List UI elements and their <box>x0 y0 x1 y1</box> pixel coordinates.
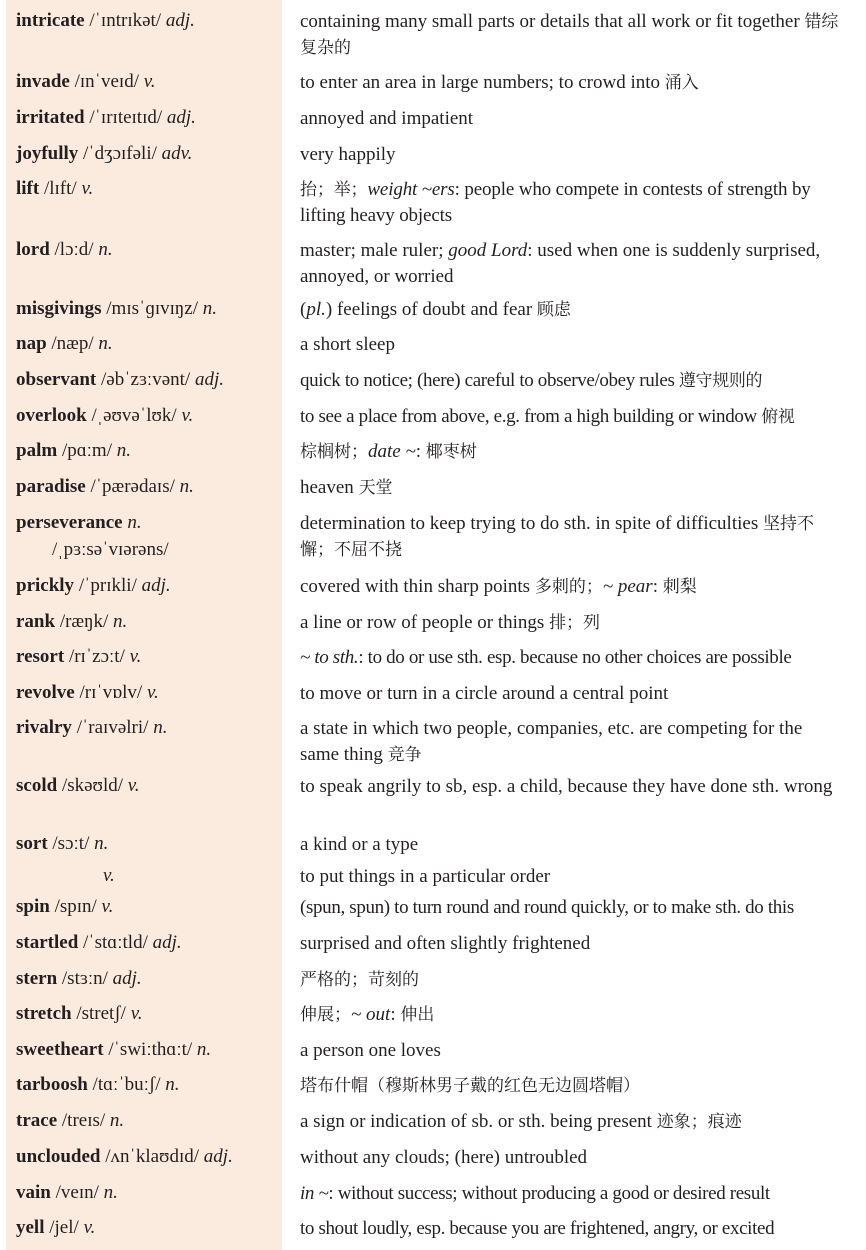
definition: (pl.) feelings of doubt and fear 顾虑 <box>300 299 571 320</box>
part-of-speech: n. <box>153 717 168 738</box>
headword: startled <box>16 932 79 953</box>
pronunciation: /ˌəʊvəˈlʊk/ <box>91 405 177 426</box>
entry-term <box>16 439 278 463</box>
definition: covered with thin sharp points 多刺的；~ pear: 刺梨 <box>300 576 697 597</box>
headword: invade <box>16 71 70 92</box>
pronunciation: /ˈɪntrɪkət/ <box>89 10 162 31</box>
headword: sweetheart <box>16 1039 104 1060</box>
part-of-speech: v. <box>127 775 140 796</box>
pronunciation: /pɑːm/ <box>61 440 112 461</box>
definition: a kind or a type <box>300 834 419 855</box>
pronunciation: /sɔːt/ <box>52 833 90 854</box>
pronunciation: /ˈpærədaɪs/ <box>90 476 175 497</box>
part-of-speech: n. <box>103 1182 118 1203</box>
pronunciation: /ˈɪrɪteɪtɪd/ <box>89 107 163 128</box>
headword: rank <box>16 611 56 632</box>
entry-term <box>16 404 278 428</box>
definition: very happily <box>300 144 396 165</box>
part-of-speech: n. <box>94 833 109 854</box>
part-of-speech: n. <box>202 298 218 319</box>
entry-term <box>16 1109 278 1133</box>
entry-term <box>16 895 278 919</box>
definition: to enter an area in large numbers; to crowd into 涌入 <box>300 72 699 93</box>
definition: a sign or indication of sb. or sth. being present 迹象；痕迹 <box>300 1111 742 1132</box>
pronunciation: /jel/ <box>49 1217 79 1238</box>
pronunciation: /əbˈzɜːvənt/ <box>100 369 191 390</box>
definition: quick to notice; (here) careful to observe/obey rules 遵守规则的 <box>300 370 763 391</box>
part-of-speech: v. <box>130 1003 143 1024</box>
definition: a line or row of people or things 排；列 <box>300 612 601 633</box>
headword: prickly <box>16 575 75 596</box>
entry-term <box>16 864 278 888</box>
definition: heaven 天堂 <box>300 477 393 498</box>
part-of-speech: n. <box>127 512 142 533</box>
definition: determination to keep trying to do sth. in spite of difficulties 坚持不懈；不屈不挠 <box>300 513 814 560</box>
part-of-speech: v. <box>146 682 159 703</box>
entry-term <box>16 832 278 856</box>
definition: a person one loves <box>300 1040 441 1061</box>
headword: trace <box>16 1110 58 1131</box>
pronunciation: /ʌnˈklaʊdɪd/ <box>105 1146 200 1167</box>
entry-term <box>16 967 278 991</box>
headword: joyfully <box>16 143 79 164</box>
pronunciation: /næp/ <box>51 333 94 354</box>
pronunciation: /spɪn/ <box>54 896 97 917</box>
headword: stern <box>16 968 58 989</box>
definition: in ~: without success; without producing a good or desired result <box>300 1183 770 1204</box>
entry-term <box>16 475 278 499</box>
entry-term <box>16 142 278 166</box>
part-of-speech: v. <box>143 71 156 92</box>
part-of-speech: adj. <box>166 107 196 128</box>
headword: vain <box>16 1182 51 1203</box>
part-of-speech: n. <box>179 476 194 497</box>
part-of-speech: n. <box>98 239 113 260</box>
entry-term <box>16 1002 278 1026</box>
pronunciation: /tɑːˈbuːʃ/ <box>92 1074 161 1095</box>
definition: a short sleep <box>300 334 395 355</box>
pronunciation: /ræŋk/ <box>59 611 109 632</box>
part-of-speech: adj. <box>112 968 142 989</box>
definition: to see a place from above, e.g. from a high building or window 俯视 <box>300 406 795 427</box>
definition: a state in which two people, companies, etc. are competing for the same thing 竞争 <box>300 718 803 765</box>
part-of-speech: adj. <box>203 1146 233 1167</box>
entry-term <box>16 610 278 634</box>
entry-term <box>16 774 278 798</box>
part-of-speech: adj. <box>194 369 224 390</box>
entry-term <box>16 645 278 669</box>
pronunciation: /ɪnˈveɪd/ <box>74 71 139 92</box>
pronunciation: /ˌpɜːsəˈvɪərəns/ <box>52 539 169 560</box>
definition: (spun, spun) to turn round and round quickly, or to make sth. do this <box>300 897 794 918</box>
definition: 抬；举；weight ~ers: people who compete in contests of strength by lifting heavy objects <box>300 179 811 226</box>
pronunciation: /mɪsˈɡɪvɪŋz/ <box>106 298 199 319</box>
part-of-speech: n. <box>98 333 113 354</box>
pronunciation: /ˈprɪkli/ <box>78 575 137 596</box>
headword: observant <box>16 369 97 390</box>
headword: palm <box>16 440 58 461</box>
part-of-speech: v. <box>129 646 142 667</box>
pronunciation: /ˈraɪvəlri/ <box>76 717 149 738</box>
definition: to speak angrily to sb, esp. a child, because they have done sth. wrong <box>300 776 833 797</box>
entry-term <box>16 332 278 356</box>
entry-term <box>16 681 278 705</box>
definition: containing many small parts or details that all work or fit together 错综复杂的 <box>300 11 839 58</box>
part-of-speech: n. <box>113 611 128 632</box>
pronunciation: /rɪˈvɒlv/ <box>79 682 143 703</box>
pronunciation: /ˈstɑːtld/ <box>83 932 148 953</box>
entry-term <box>16 177 278 201</box>
headword: unclouded <box>16 1146 101 1167</box>
pronunciation: /lɔːd/ <box>54 239 94 260</box>
headword: rivalry <box>16 717 72 738</box>
part-of-speech: v. <box>101 896 114 917</box>
pronunciation: /veɪn/ <box>55 1182 99 1203</box>
definition: to move or turn in a circle around a central point <box>300 683 669 704</box>
headword: sort <box>16 833 48 854</box>
part-of-speech: adj. <box>141 575 171 596</box>
headword: misgivings <box>16 298 102 319</box>
definition: annoyed and impatient <box>300 108 474 129</box>
headword: lift <box>16 178 40 199</box>
headword: revolve <box>16 682 75 703</box>
pronunciation: /treɪs/ <box>61 1110 106 1131</box>
part-of-speech: v. <box>83 1217 96 1238</box>
pronunciation: /rɪˈzɔːt/ <box>68 646 125 667</box>
entry-term <box>16 1145 278 1169</box>
pronunciation: /stɜːn/ <box>61 968 108 989</box>
definition: surprised and often slightly frightened <box>300 933 591 954</box>
headword: scold <box>16 775 58 796</box>
part-of-speech: v. <box>181 405 194 426</box>
part-of-speech: n. <box>196 1039 212 1060</box>
pronunciation: /lɪft/ <box>43 178 77 199</box>
headword: overlook <box>16 405 87 426</box>
headword: stretch <box>16 1003 72 1024</box>
entry-term <box>16 574 278 598</box>
definition: to shout loudly, esp. because you are frightened, angry, or excited <box>300 1218 775 1239</box>
headword: lord <box>16 239 50 260</box>
headword: irritated <box>16 107 85 128</box>
part-of-speech: n. <box>165 1074 180 1095</box>
headword: resort <box>16 646 65 667</box>
pronunciation: /ˈswiːthɑːt/ <box>108 1039 193 1060</box>
definition: 伸展；~ out: 伸出 <box>300 1004 435 1025</box>
definition: to put things in a particular order <box>300 866 551 887</box>
entry-term <box>16 297 278 321</box>
part-of-speech: n. <box>116 440 131 461</box>
headword: perseverance <box>16 512 123 533</box>
headword: yell <box>16 1217 45 1238</box>
pronunciation: /skəʊld/ <box>61 775 124 796</box>
part-of-speech: adj. <box>165 10 195 31</box>
part-of-speech: adj. <box>152 932 182 953</box>
pronunciation: /ˈdʒɔɪfəli/ <box>83 143 157 164</box>
entry-term <box>16 716 278 740</box>
entry-term <box>16 1216 278 1240</box>
entry-term <box>16 1181 278 1205</box>
part-of-speech: v. <box>81 178 94 199</box>
headword: spin <box>16 896 50 917</box>
entry-term <box>16 70 278 94</box>
definition: 棕榈树；date ~: 椰枣树 <box>300 441 477 462</box>
headword: tarboosh <box>16 1074 88 1095</box>
entry-term <box>16 238 278 262</box>
part-of-speech: v. <box>103 865 115 886</box>
part-of-speech: n. <box>109 1110 125 1131</box>
definition: without any clouds; (here) untroubled <box>300 1147 588 1168</box>
headword: nap <box>16 333 47 354</box>
part-of-speech: adv. <box>161 143 193 164</box>
definition: 塔布什帽（穆斯林男子戴的红色无边圆塔帽） <box>300 1076 640 1096</box>
entry-term <box>16 368 278 392</box>
definition: 严格的；苛刻的 <box>300 970 419 990</box>
definition: master; male ruler; good Lord: used when one is suddenly surprised, annoyed, or worried <box>300 240 821 287</box>
headword: paradise <box>16 476 86 497</box>
entry-term <box>16 931 278 955</box>
entry-term <box>16 1038 278 1062</box>
headword: intricate <box>16 10 85 31</box>
entry-term <box>16 511 278 560</box>
entry-term <box>16 1073 278 1097</box>
definition: ~ to sth.: to do or use sth. esp. because no other choices are possible <box>300 647 792 668</box>
pronunciation: /stretʃ/ <box>76 1003 126 1024</box>
entry-term <box>16 9 278 33</box>
entry-term <box>16 106 278 130</box>
